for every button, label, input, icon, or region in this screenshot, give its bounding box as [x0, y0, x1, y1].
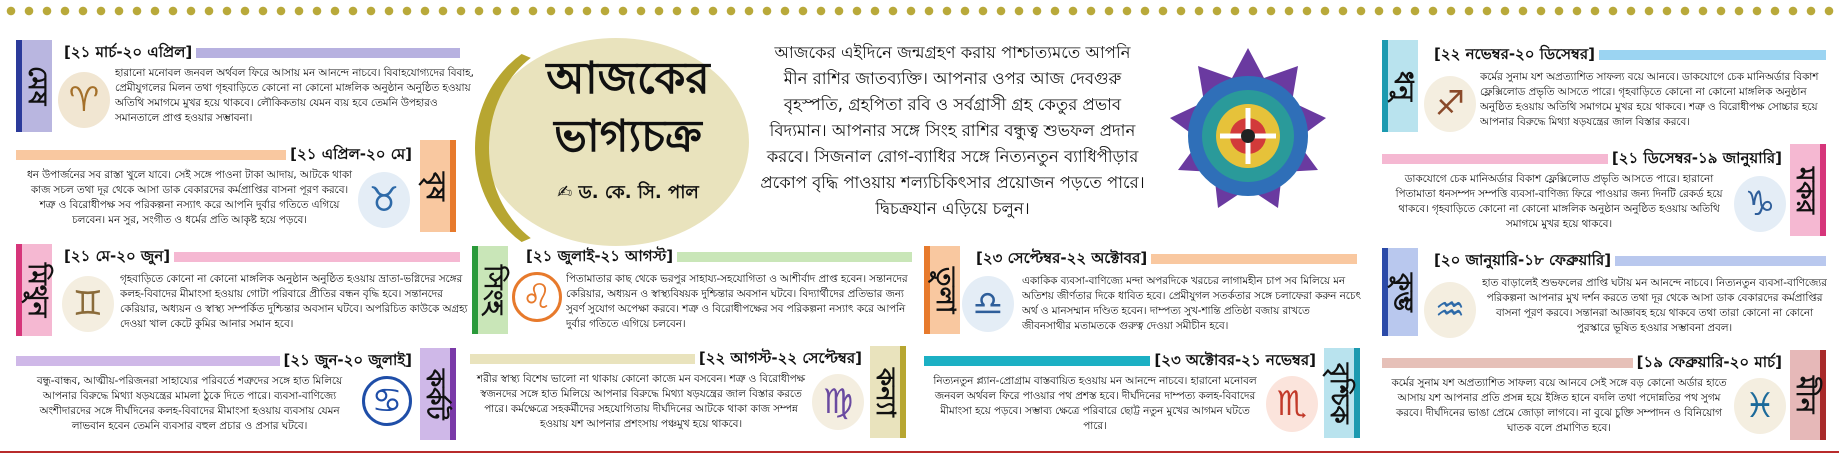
sign-header-karkat: [২১ জুন-২০ জুলাই]: [16, 352, 416, 370]
sign-tab-tula: তুলা: [924, 246, 960, 334]
taurus-icon: ♉: [358, 172, 410, 228]
sign-header-kanya: [২২ আগস্ট-২২ সেপ্টেম্বর]: [470, 350, 866, 368]
zodiac-wheel-icon: [1168, 48, 1328, 228]
libra-icon: ♎: [962, 276, 1014, 332]
sign-header-mesh: [২১ মার্চ-২০ এপ্রিল]: [60, 44, 460, 62]
aries-icon: ♈: [58, 72, 110, 128]
capricorn-icon: ♑: [1734, 176, 1786, 232]
sign-tab-kumbha: কুম্ভ: [1382, 248, 1418, 336]
sign-tab-dhanu: ধনু: [1382, 40, 1418, 132]
sign-text-kumbha: হাত বাড়ালেই শুভফলের প্রাপ্তি ঘটায় মন আনন্দে নাচবে। নিত্যনতুন ব্যবসা-বাণিজ্যের পরিকল্পনা আপনার মুখ দর্শন করতে তথা দূর থেকে আসা ডাক বেকারদের কর্মপ্রাপ্তির বাসনা পূরণ করবে। সন্তানরা আজ্ঞাবহ হয়ে থাকবে তথা তারা কোনো না কোনো পুরস্কারে ভূষিত হওয়ার সম্ভাবনা প্রবল।: [1482, 277, 1827, 334]
sign-text-brishchik: নিত্যনতুন প্ল্যান-প্রোগ্রাম বাস্তবায়িত হওয়ায় মন আনন্দে নাচবে। হারানো মনোবল জনবল অর্থবল ফিরে পাওয়ার পথ প্রশস্ত হবে। দীর্ঘদিনের দাম্পত্য কলহ-বিবাদের মীমাংসা হয়ে পড়বে। সম্ভাব্য ক্ষেত্রে পরিবারে ছোট্ট নতুন মুখের আগমন ঘটতে পারে।: [933, 375, 1257, 432]
scorpio-icon: ♏: [1266, 376, 1318, 432]
sign-header-singha: [২১ জুলাই-২১ আগস্ট]: [522, 248, 912, 266]
sign-text-brisha: ধন উপার্জনের সব রাস্তা খুলে যাবে। সেই সঙ্গে পাওনা টাকা আদায়, আটকে থাকা কাজ সচল তথা দূর থেকে আসা ডাক বেকারদের কর্মপ্রাপ্তির বাসনা পূরণ করবে। শত্রু ও বিরোধীপক্ষ সব পরিকল্পনা নস্যাৎ করে আপনি দুর্বার গতিতে এগিয়ে চলবেন। মন সুর, সংগীত ও ধর্মের প্রতি আকৃষ্ট হয়ে পড়বে।: [26, 169, 353, 226]
sign-header-brisha: [২১ এপ্রিল-২০ মে]: [16, 146, 416, 164]
sign-text-meen: কর্মের সুনাম যশ অপ্রত্যাশিত সাফল্য বয়ে আনবে সেই সঙ্গে বড় কোনো অর্ডার হাতে আসায় যশ আপনার প্রতি প্রসন্ন হয়ে ইঙ্গিত হানে বদলি তথা পদোন্নতির পথ সুগম করবে। দীর্ঘদিনের ভাঙা প্রেমে জোড়া লাগবে। না বুঝে চুক্তি সম্পাদন ও বিনিয়োগ ঘাতক বলে প্রমাণিত হবে।: [1391, 377, 1727, 434]
sign-text-dhanu: কর্মের সুনাম যশ অপ্রত্যাশিত সাফল্য বয়ে আনবে। ডাকযোগে চেক মানিঅর্ডার বিকাশ ফ্লেক্সিলোড প্রভৃতি আসতে পারে। গৃহবাড়িতে কোনো না কোনো মাঙ্গলিক অনুষ্ঠান অনুষ্ঠিত হওয়ায় অতিথি সমাগমে মুখর হয়ে থাকবে। শত্রু ও বিরোধীপক্ষ সোচ্চার হয়ে আপনার বিরুদ্ধে মিথ্যা ষড়যন্ত্রের জাল বিস্তার করবে।: [1480, 71, 1819, 128]
leo-icon: ♌: [512, 272, 562, 322]
sign-tab-mithun: মিথুন: [16, 244, 52, 336]
sign-header-mithun: [২১ মে-২০ জুন]: [60, 248, 460, 266]
sign-tab-brisha: বৃষ: [420, 140, 456, 232]
gemini-icon: ♊: [62, 276, 114, 332]
sign-tab-singha: সিংহ: [472, 246, 508, 334]
page-title: আজকের ভাগ্যচক্র: [546, 53, 710, 162]
pisces-icon: ♓: [1734, 378, 1786, 434]
sign-header-meen: [১৯ ফেব্রুয়ারি-২০ মার্চ]: [1382, 354, 1786, 372]
sign-header-tula: [২৩ সেপ্টেম্বর-২২ অক্টোবর]: [972, 250, 1357, 268]
pen-icon: ✍: [557, 182, 579, 203]
sign-tab-karkat: কর্কট: [420, 348, 456, 440]
sign-text-tula: একাকিক ব্যবসা-বাণিজ্যে মন্দা অপরদিকে খরচের লাগামহীন চাপ সব মিলিয়ে মন অতিশয় জীর্ণতার দিকে ধাবিত হবে। প্রেমীযুগল সতর্কতার সঙ্গে চলাফেরা করুন নচেৎ অর্থ ও মানসম্মান দণ্ডিত হবেন। দাম্পত্য সুখ-শান্তি প্রতিষ্ঠা বজায় রাখতে জীবনসাথীর মতামতকে গুরুত্ব দেওয়া সমীচীন হবে।: [1022, 275, 1361, 332]
sign-tab-mesh: মেষ: [16, 40, 52, 132]
sagittarius-icon: ♐: [1424, 76, 1476, 132]
sign-text-makar: ডাকযোগে চেক মানিঅর্ডার বিকাশ ফ্লেক্সিলোড প্রভৃতি আসতে পারে। হারানো পিতামাতা ধনসম্পদ সম্পত্তি ব্যবসা-বাণিজ্য ফিরে পাওয়ার জন্য দিনটি রেকর্ড হয়ে থাকবে। গৃহবাড়িতে কোনো না কোনো মাঙ্গলিক অনুষ্ঠান অনুষ্ঠিত হওয়ায় অতিথি সমাগমে মুখর হয়ে থাকবে।: [1395, 173, 1723, 230]
sign-tab-meen: মীন: [1790, 350, 1826, 440]
sign-tab-makar: মকর: [1790, 144, 1826, 236]
sign-header-dhanu: [২২ নভেম্বর-২০ ডিসেম্বর]: [1430, 46, 1826, 64]
title-badge: [483, 38, 749, 246]
bottom-rule: [0, 451, 1839, 453]
virgo-icon: ♍: [812, 374, 864, 430]
sign-header-kumbha: [২০ জানুয়ারি-১৮ ফেব্রুয়ারি]: [1430, 252, 1826, 270]
sign-header-brishchik: [২৩ অক্টোবর-২১ নভেম্বর]: [924, 352, 1320, 370]
top-dot-border: [0, 4, 1839, 18]
sign-text-mesh: হারানো মনোবল জনবল অর্থবল ফিরে আসায় মন আনন্দে নাচবে। বিবাহযোগ্যদের বিবাহ, প্রেমীযুগলের মিলন তথা গৃহবাড়িতে কোনো না কোনো মাঙ্গলিক অনুষ্ঠান অনুষ্ঠিত হওয়ায় অতিথি সমাগমে মুখর হয়ে থাকবে। লৌকিকতায় যেমন ব্যয় হবে তেমনি উপহারও সমানতালে প্রাপ্ত হওয়ার সম্ভাবনা।: [115, 67, 474, 124]
aquarius-icon: ♒: [1424, 282, 1476, 338]
sign-text-karkat: বন্ধু-বান্ধব, আত্মীয়-পরিজনরা সাহায্যের পরিবর্তে শত্রুদের সঙ্গে হাত মিলিয়ে আপনার বিরুদ্ধে মিথ্যা ষড়যন্ত্রের মামলা ঠুকে দিতে পারে। ব্যবসা-বাণিজ্যে অংশীদারদের সঙ্গে দীর্ঘদিনের কলহ-বিবাদের মীমাংসা হওয়ায় ব্যবসায় যেমন লাভবান হবেন তেমনি ব্যবসার বহুল প্রচার ও প্রসার ঘটবে।: [36, 375, 343, 432]
sign-text-mithun: গৃহবাড়িতে কোনো না কোনো মাঙ্গলিক অনুষ্ঠান অনুষ্ঠিত হওয়ায় ভ্রাতা-ভগ্নিদের সঙ্গের কলহ-বিবাদের মীমাংসা হওয়ায় গোটা পরিবারে প্রীতির বন্ধন বৃদ্ধি হবে। সন্তানদের কেরিয়ার, অধ্যয়ন ও স্বাস্থ্য সম্পর্কিত দুশ্চিন্তার অবসান ঘটবে। অপরিচিত কাউকে অগ্রহ্য দেওয়া খাল কেটে কুমির আনার সমান হবে।: [120, 273, 468, 330]
sign-header-makar: [২১ ডিসেম্বর-১৯ জানুয়ারি]: [1382, 150, 1786, 168]
author-name: ✍ ড. কে. সি. পাল: [557, 182, 699, 203]
sign-tab-kanya: কন্যা: [870, 346, 906, 438]
birthday-intro-text: আজকের এইদিনে জন্মগ্রহণ করায় পাশ্চাত্যমতে আপনি মীন রাশির জাতব্যক্তি। আপনার ওপর আজ দেবগুরু বৃহস্পতি, গ্রহপিতা রবি ও সর্বগ্রাসী গ্রহ কেতুর প্রভাব বিদ্যমান। আপনার সঙ্গে সিংহ রাশির বন্ধুত্ব শুভফল প্রদান করবে। সিজনাল রোগ-ব্যাধির সঙ্গে নিত্যনতুন ব্যাধিপীড়ার প্রকোপ বৃদ্ধি পাওয়ায় শল্যচিকিৎসার প্রয়োজন পড়তে পারে। দ্বিচক্রযান এড়িয়ে চলুন।: [760, 43, 1145, 218]
sign-text-singha: পিতামাতার কাছ থেকে ভরপুর সাহায্য-সহযোগিতা ও আশীর্বাদ প্রাপ্ত হবেন। সন্তানদের কেরিয়ার, অধ্যয়ন ও স্বাস্থ্যবিষয়ক দুশ্চিন্তার অবসান ঘটবে। বিদ্যার্থীদের প্রতিভার জন্য সুবর্ণ সুযোগ অপেক্ষা করবে। শত্রু ও বিরোধীপক্ষের সব পরিকল্পনা নস্যাৎ করে আপনি দুর্বার গতিতে এগিয়ে চলবেন।: [566, 273, 908, 330]
sign-tab-brishchik: বৃশ্চিক: [1324, 348, 1360, 438]
cancer-icon: ♋: [362, 376, 412, 426]
sign-text-kanya: শরীর স্বাস্থ্য বিশেষ ভালো না থাকায় কোনো কাজে মন বসবেন। শত্রু ও বিরোধীপক্ষ স্বজনদের সঙ্গে হাত মিলিয়ে আপনার বিরুদ্ধে মিথ্যা ষড়যন্ত্রের জাল বিস্তার করতে পারে। কর্মক্ষেত্রে সহকর্মীদের সহযোগিতায় দীর্ঘদিনের আটকে থাকা কাজ সম্পন্ন হওয়ায় যশ আপনার প্রশংসায় পঞ্চমুখ হয়ে থাকবে।: [477, 373, 805, 430]
